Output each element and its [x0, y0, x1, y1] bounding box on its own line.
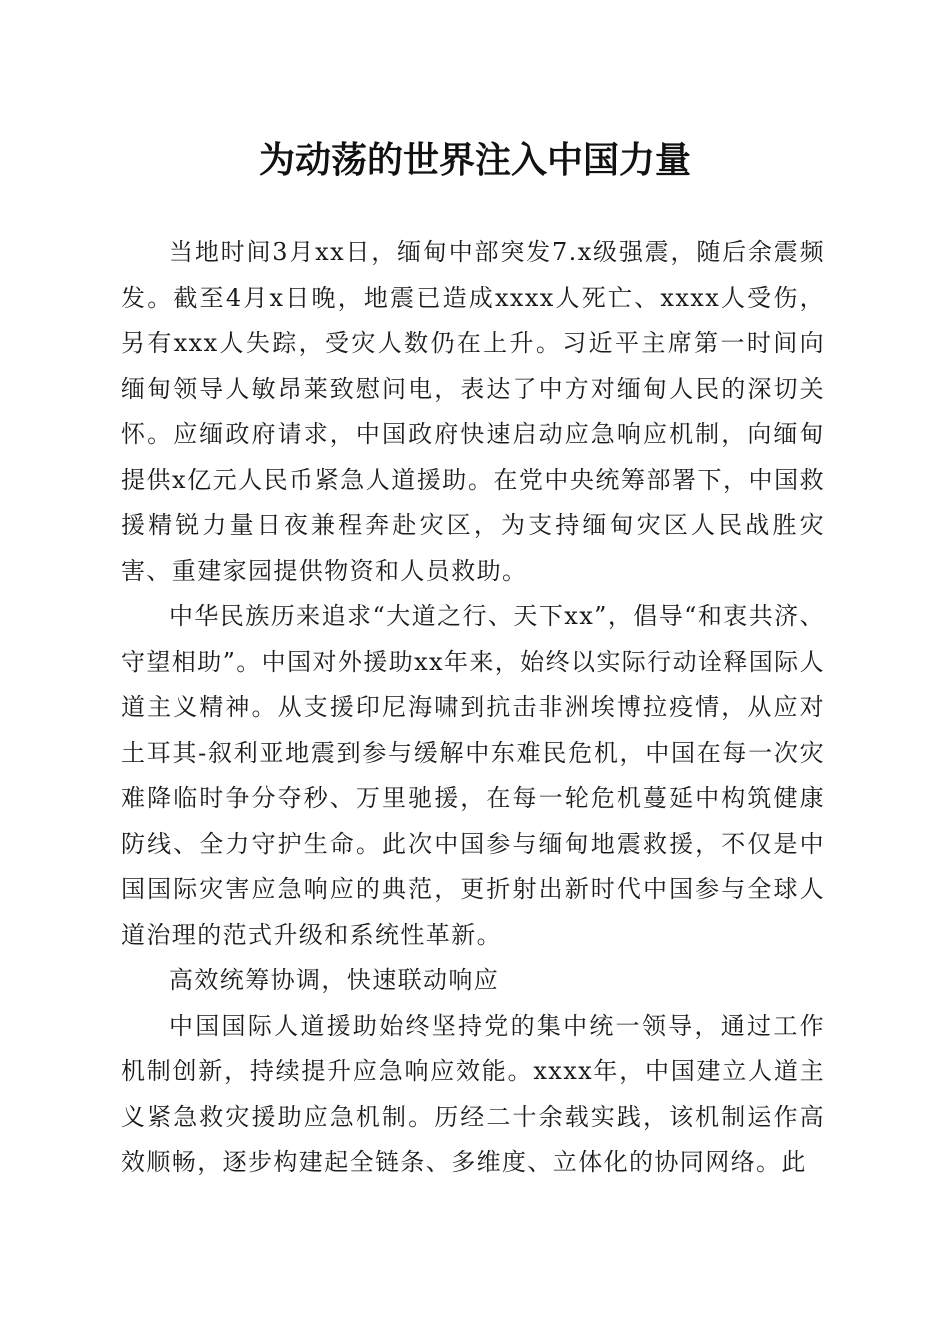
section-heading-coordination: 高效统筹协调，快速联动响应 — [169, 966, 500, 994]
document-title: 为动荡的世界注入中国力量 — [258, 139, 691, 181]
paragraph-humanitarian-tradition: 中华民族历来追求“大道之行、天下xx”，倡导“和衷共济、守望相助”。中国对外援助xx年来，始终以实际行动诠释国际人道主义精神。从支援印尼海啸到抗击非洲埃博拉疫情，从应对土耳其-叙利亚地震到参与缓解中东难民危机，中国在每一次灾难降临时争分夺秒、万里驰援，在每一轮危机蔓延中构筑健康防线、全力守护生命。此次中国参与缅甸地震救援，不仅是中国国际灾害应急响应的典范，更折射出新时代中国参与全球人道治理的范式升级和系统性革新。 — [121, 602, 825, 949]
document-body — [121, 230, 825, 1186]
paragraph-response-mechanism: 中国国际人道援助始终坚持党的集中统一领导，通过工作机制创新，持续提升应急响应效能。xxxx年，中国建立人道主义紧急救灾援助应急机制。历经二十余载实践，该机制运作高效顺畅，逐步构建起全链条、多维度、立体化的协同网络。此 — [121, 1011, 825, 1176]
paragraph-earthquake-aid: 当地时间3月xx日，缅甸中部突发7.x级强震，随后余震频发。截至4月x日晚，地震已造成xxxx人死亡、xxxx人受伤，另有xxx人失踪，受灾人数仍在上升。习近平主席第一时间向缅甸领导人敏昂莱致慰问电，表达了中方对缅甸人民的深切关怀。应缅政府请求，中国政府快速启动应急响应机制，向缅甸提供x亿元人民币紧急人道援助。在党中央统筹部署下，中国救援精锐力量日夜兼程奔赴灾区，为支持缅甸灾区人民战胜灾害、重建家园提供物资和人员救助。 — [121, 238, 825, 585]
